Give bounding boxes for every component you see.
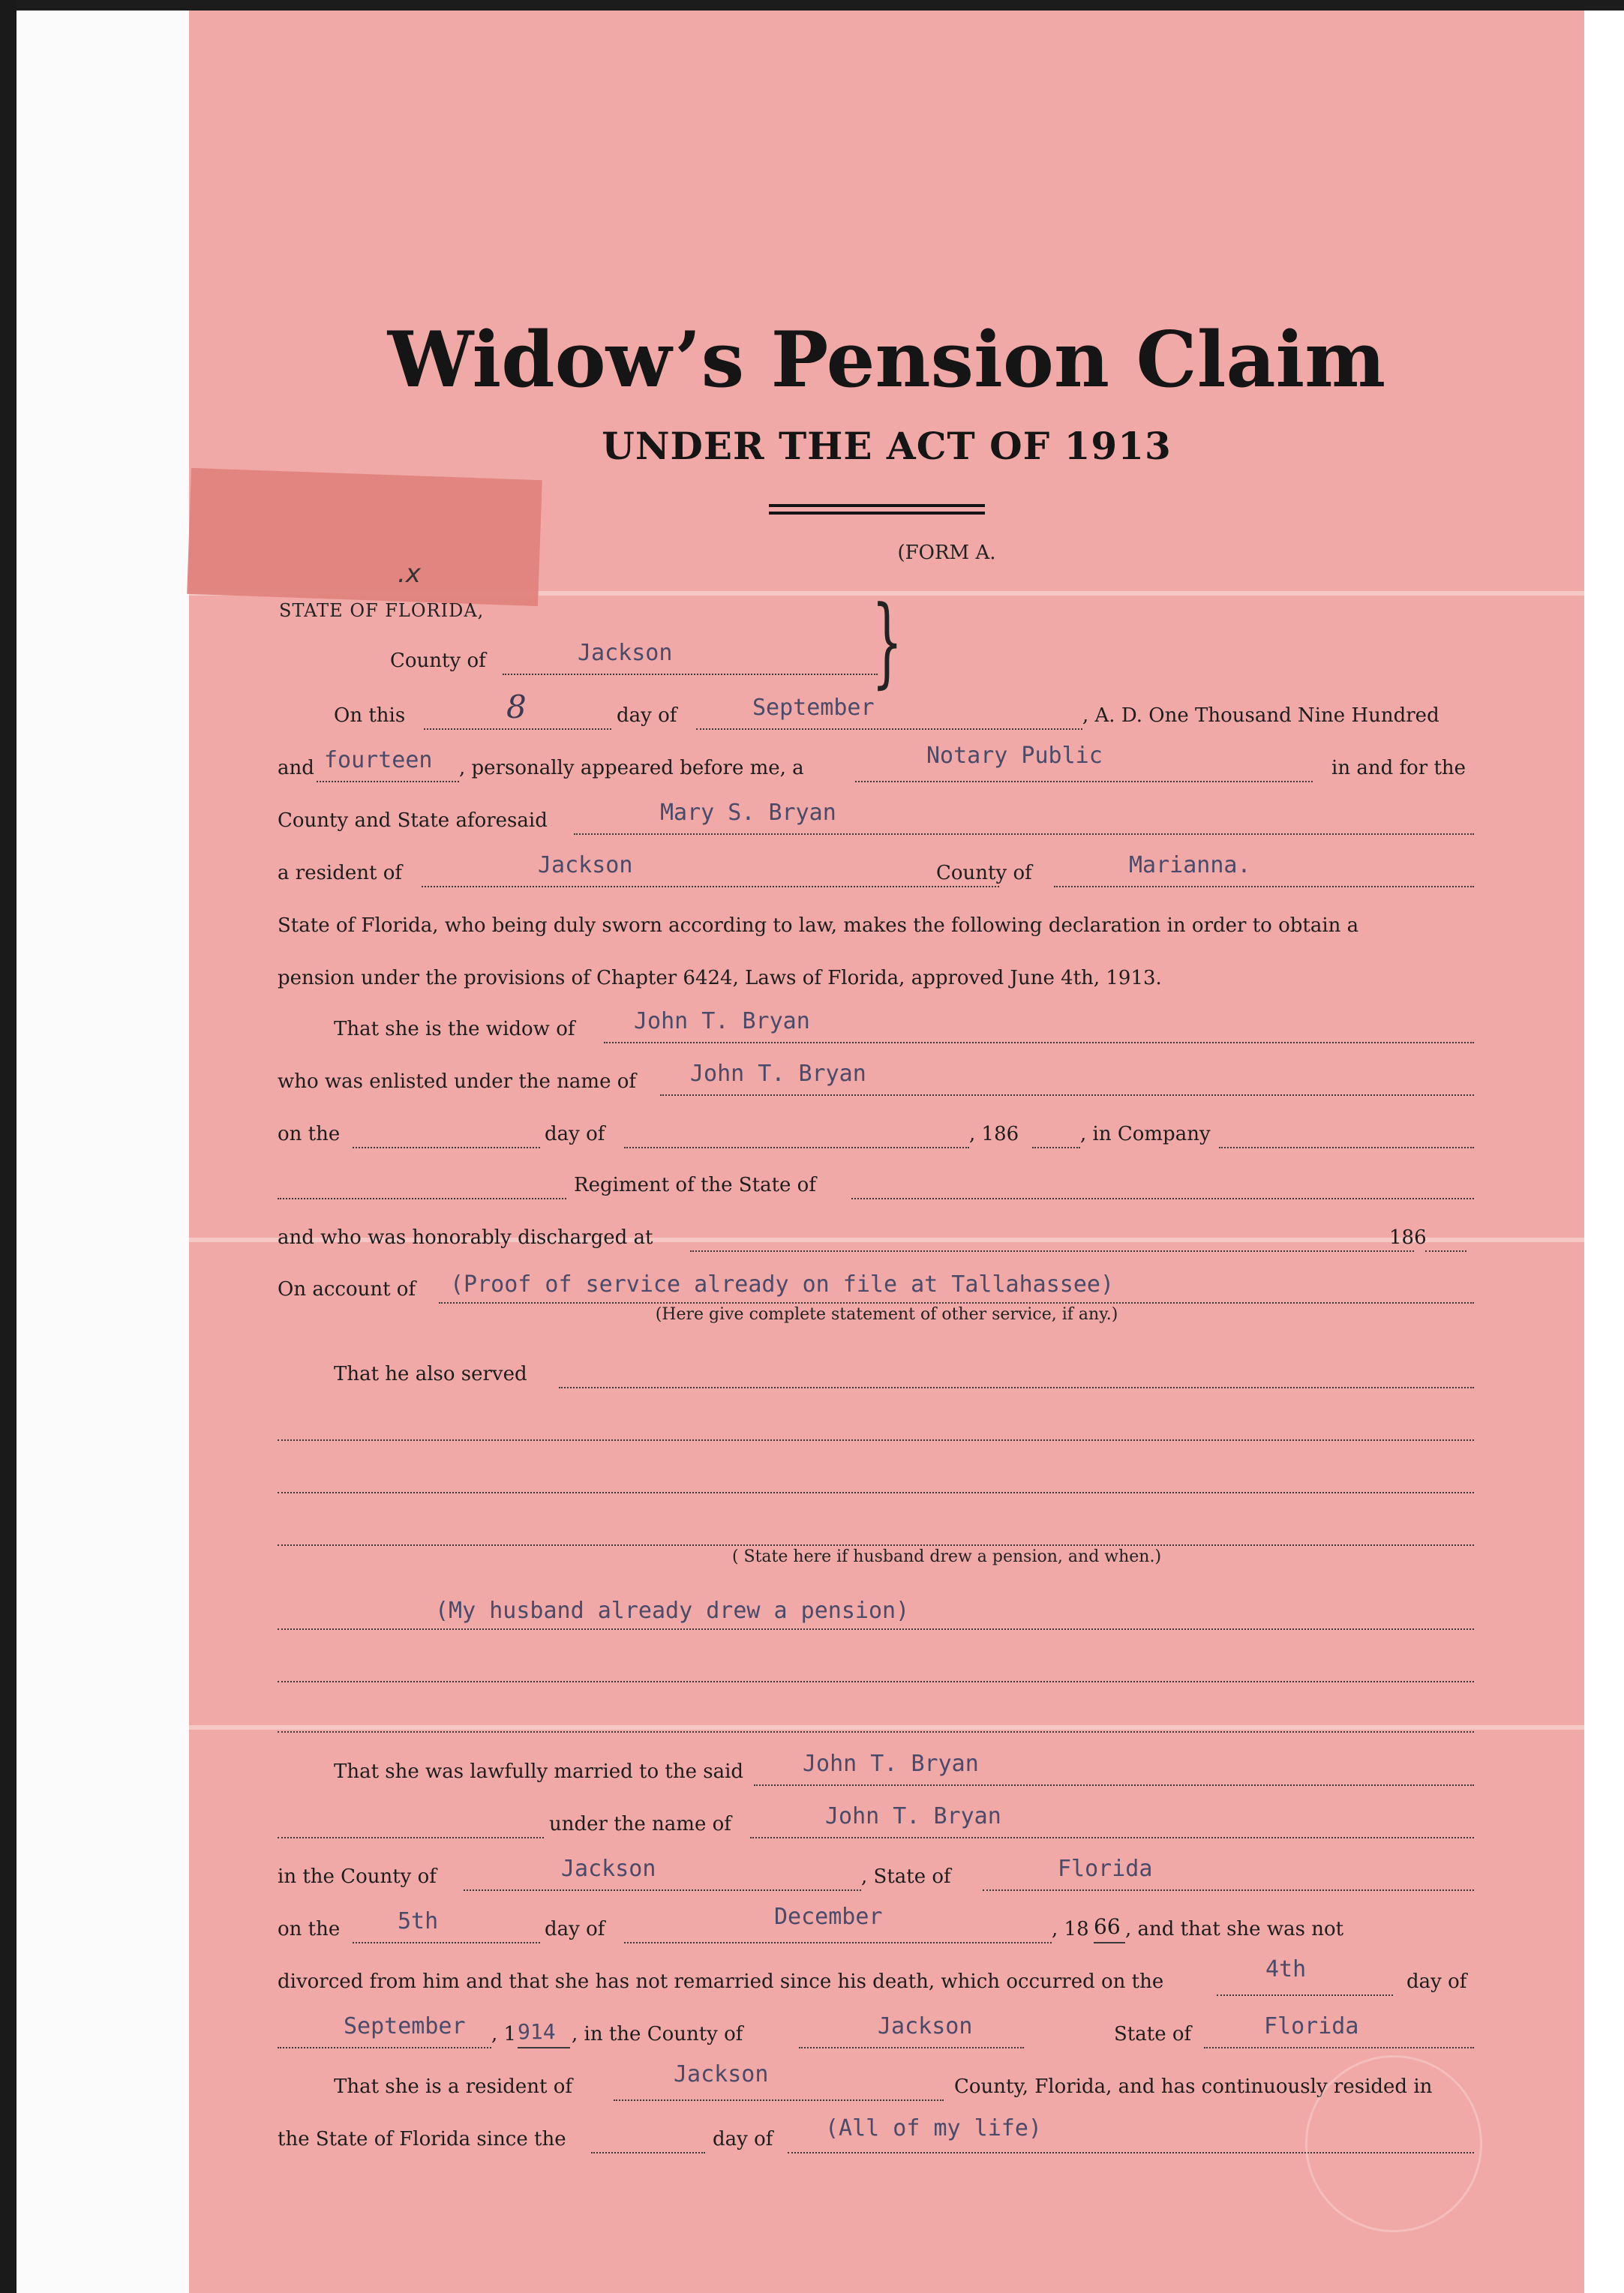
label: and who was honorably discharged at [278,1226,653,1249]
scan-top-edge [0,0,1624,11]
enlisted-row [278,1060,1474,1096]
account-field: (Proof of service already on file at Tallahassee) [439,1268,1474,1304]
label: day of [545,1123,605,1145]
label: , State of [861,1865,951,1888]
residence-since-field: (All of my life) [788,2117,1474,2153]
appearance-row [278,743,1474,782]
account-row [278,1268,1474,1304]
also-served-field [559,1352,1474,1388]
married-year-field: 66 [1094,1907,1125,1943]
label: , in Company [1080,1123,1211,1145]
label: on the [278,1918,341,1940]
scan-left-edge [0,0,17,2293]
blank-field [278,1646,1474,1682]
state-heading: STATE OF FLORIDA, [279,600,485,621]
pension-statement-row [278,1594,1474,1630]
residence-since-row [278,2117,1474,2153]
death-month-field: September [278,2012,491,2048]
blank-field [278,1510,1474,1546]
marriage-date-row [278,1904,1474,1943]
enlist-day-field [353,1112,540,1148]
widow-row [278,1007,1474,1043]
blank-row [278,1646,1474,1682]
label: County of [936,862,1032,884]
discharge-place-field [690,1216,1414,1252]
enlistment-date-row [278,1112,1474,1148]
month-field: September [696,694,1082,730]
label: That she is the widow of [334,1018,575,1040]
blank-row [278,1457,1474,1493]
brace-symbol: } [872,584,903,698]
label: in the County of [278,1865,437,1888]
form-title: Widow’s Pension Claim [387,315,1386,405]
married-state-field: Florida [983,1855,1474,1891]
label: day of [1406,1970,1467,1993]
year-word-field: fourteen [317,746,459,782]
day-field: 8 [424,694,611,730]
label: , 186 [969,1123,1019,1145]
tape-mark: .x [398,559,421,589]
residence-row [278,851,1474,887]
claimant-field: Mary S. Bryan [574,799,1474,835]
form-subtitle: UNDER THE ACT OF 1913 [602,424,1172,468]
officer-field: Notary Public [855,746,1313,782]
county-field: Jackson [503,639,878,675]
blank-field [278,1405,1474,1441]
label: County, Florida, and has continuously resided in [954,2075,1433,2098]
husband-field: John T. Bryan [604,1007,1474,1043]
label: , in the County of [572,2023,743,2045]
label: divorced from him and that she has not remarried since his death, which occurred on the [278,1970,1164,1993]
death-county-field: Jackson [799,2012,1024,2048]
married-name-field: John T. Bryan [750,1802,1474,1838]
blank-row [278,1697,1474,1733]
married-day-field: 5th [353,1907,540,1943]
title-rule [769,512,985,515]
label: day of [713,2128,773,2150]
label: , 1 [491,2023,517,2045]
death-year-field: 914 [518,2012,570,2048]
discharge-row [278,1216,1474,1252]
regiment-state-field [851,1163,1474,1199]
label: on the [278,1123,341,1145]
label: Regiment of the State of [574,1174,816,1196]
married-month-field: December [624,1907,1052,1943]
label: On this [334,704,406,727]
label: That she was lawfully married to the said [334,1760,744,1783]
label: the State of Florida since the [278,2128,566,2150]
also-served-row [278,1352,1474,1388]
claimant-row [278,799,1474,835]
pension-statement-field: (My husband already drew a pension) [278,1594,1474,1630]
label: under the name of [549,1813,731,1835]
county-row [278,639,1474,675]
married-name-row [278,1802,1474,1838]
label: County and State aforesaid [278,809,548,832]
regiment-row [278,1163,1474,1199]
label: a resident of [278,862,403,884]
pension-note: ( State here if husband drew a pension, and when.) [731,1547,1162,1566]
title-rule [769,504,985,507]
tape-patch [187,468,542,606]
label: , A. D. One Thousand Nine Hundred [1082,704,1439,727]
label: day of [617,704,677,727]
residence-day-field [591,2117,705,2153]
married-to-field: John T. Bryan [754,1750,1474,1786]
declaration-line-2: pension under the provisions of Chapter 6424, Laws of Florida, approved June 4th, 1913. [278,967,1162,989]
residence-county-field: Jackson [614,2065,944,2101]
label: On account of [278,1278,416,1301]
declaration-line-1: State of Florida, who being duly sworn according to law, makes the following declaration in order to obtain a [278,914,1359,937]
county-resident-field: Marianna. [1054,851,1474,887]
enlist-year-field [1032,1112,1080,1148]
death-date-row [278,1956,1474,1996]
embossed-seal [1305,2055,1482,2232]
marriage-place-row [278,1855,1474,1891]
label: That he also served [334,1363,527,1385]
form-label: (FORM A. [897,542,996,564]
blank-row [278,1510,1474,1546]
label: in and for the [1331,757,1466,779]
regiment-field [278,1163,566,1199]
married-county-field: Jackson [464,1855,861,1891]
blank-field [278,1697,1474,1733]
married-row [278,1750,1474,1786]
scan-margin [17,11,189,2293]
death-place-row [278,2012,1474,2048]
enlisted-name-field: John T. Bryan [660,1060,1474,1096]
service-note: (Here give complete statement of other service, if any.) [655,1305,1118,1324]
resident-field: Jackson [422,851,999,887]
label: , and that she was not [1125,1918,1344,1940]
death-day-field: 4th [1217,1960,1393,1996]
label: That she is a resident of [334,2075,572,2098]
label: 186 [1389,1226,1427,1249]
label: State of [1114,2023,1192,2045]
blank-row [278,1405,1474,1441]
label: County of [390,650,486,672]
discharge-year-field [1425,1216,1466,1252]
married-prefix-field [278,1802,544,1838]
enlist-month-field [624,1112,969,1148]
date-row [278,689,1474,730]
label: who was enlisted under the name of [278,1070,637,1093]
label: , personally appeared before me, a [459,757,804,779]
label: , 18 [1052,1918,1089,1940]
death-state-field: Florida [1204,2012,1474,2048]
blank-field [278,1457,1474,1493]
label: day of [545,1918,605,1940]
residence-county-row [278,2061,1474,2101]
label: and [278,757,314,779]
company-field [1219,1112,1474,1148]
